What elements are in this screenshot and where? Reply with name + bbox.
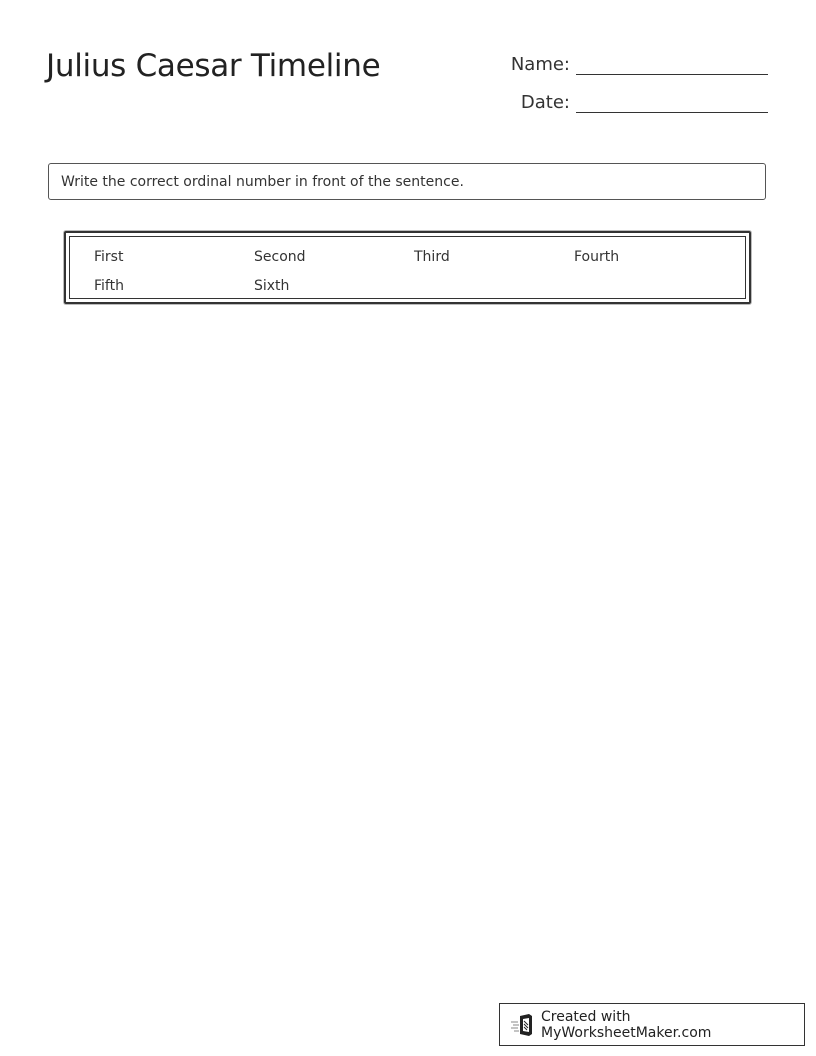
word-bank [64, 231, 751, 304]
name-label: Name: [510, 54, 570, 75]
word-bank-grid [94, 247, 734, 297]
worksheet-maker-logo-icon [510, 1013, 536, 1037]
word-bank-item: Sixth [254, 278, 290, 294]
date-label: Date: [520, 92, 570, 113]
page-title: Julius Caesar Timeline [46, 48, 381, 84]
date-blank-line[interactable] [576, 90, 768, 113]
word-bank-item: Fifth [94, 278, 124, 294]
footer-credit-text: Created with MyWorksheetMaker.com [541, 1008, 712, 1041]
name-blank-line[interactable] [576, 52, 768, 75]
date-field-row [500, 90, 768, 113]
footer-badge[interactable] [499, 1003, 805, 1046]
name-field-row [500, 52, 768, 75]
word-bank-item: Third [414, 249, 450, 265]
word-bank-item: Second [254, 249, 306, 265]
instructions-box: Write the correct ordinal number in front of the sentence. [48, 163, 766, 200]
word-bank-inner-border [69, 236, 746, 299]
word-bank-item: Fourth [574, 249, 620, 265]
word-bank-item: First [94, 249, 124, 265]
